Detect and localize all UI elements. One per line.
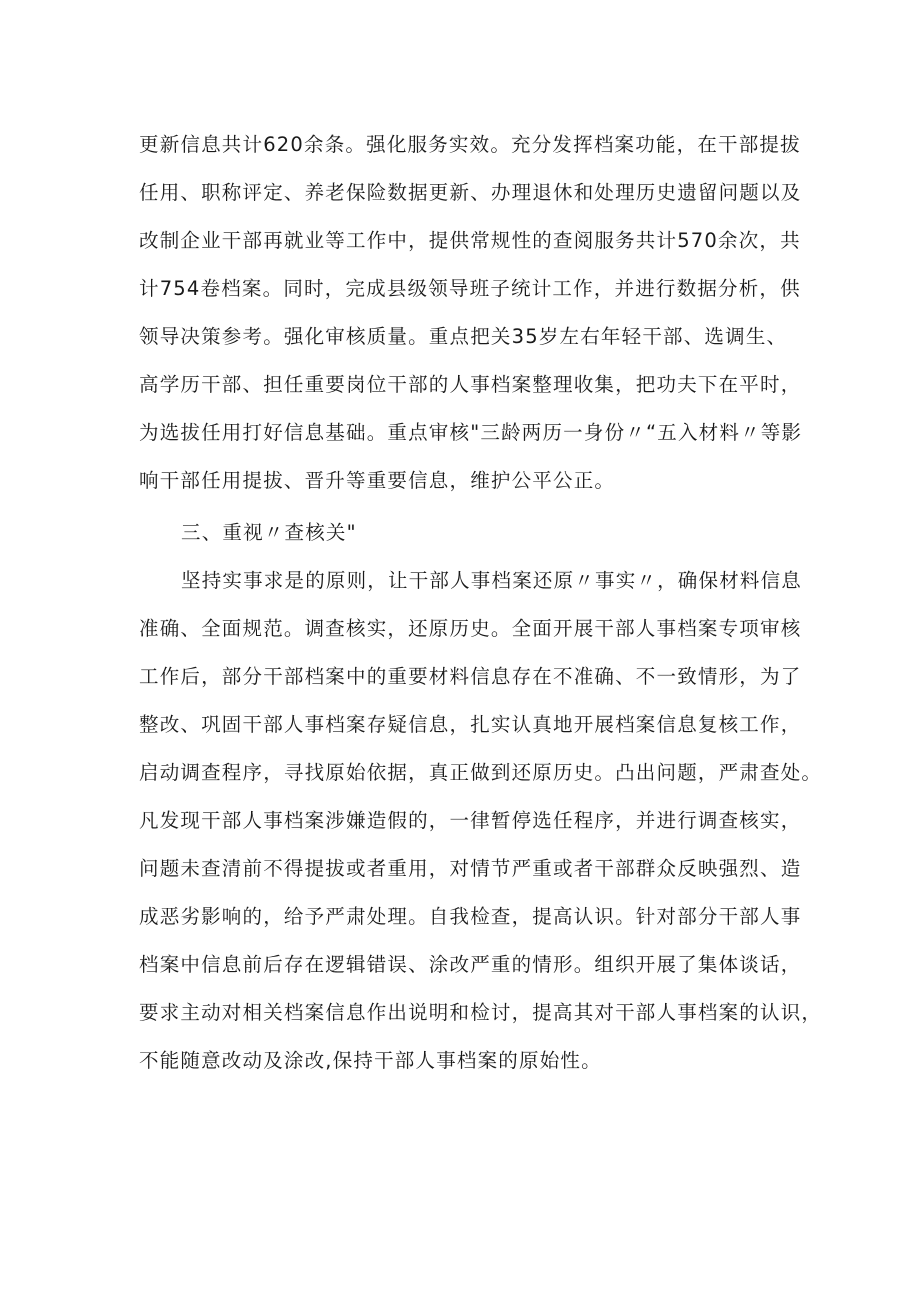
paragraph-line-3: 改制企业干部再就业等工作中，提供常规性的查阅服务共计570余次，共 — [139, 229, 801, 252]
paragraph-line-10: 准确、全面规范。调查核实，还原历史。全面开展干部人事档案专项审核 — [139, 617, 802, 640]
paragraph-line-13: 启动调查程序，寻找原始依据，真正做到还原历史。凸出问题，严肃查处。 — [139, 761, 823, 784]
paragraph-line-11: 工作后，部分干部档案中的重要材料信息存在不准确、不一致情形，为了 — [139, 665, 802, 688]
paragraph-line-17: 档案中信息前后存在逻辑错误、涂改严重的情形。组织开展了集体谈话， — [139, 953, 802, 976]
paragraph-line-6: 高学历干部、担任重要岗位干部的人事档案整理收集，把功夫下在平时， — [139, 373, 802, 396]
section-heading: 三、重视〃查核关" — [181, 521, 357, 544]
paragraph-line-2: 任用、职称评定、养老保险数据更新、办理退休和处理历史遗留问题以及 — [139, 181, 802, 204]
paragraph-line-9: 坚持实事求是的原则，让干部人事档案还原〃事实〃，确保材料信息 — [181, 569, 803, 592]
paragraph-line-15: 问题未查清前不得提拔或者重用，对情节严重或者干部群众反映强烈、造 — [139, 857, 802, 880]
paragraph-line-1: 更新信息共计620余条。强化服务实效。充分发挥档案功能，在干部提拔 — [139, 133, 801, 156]
paragraph-line-8: 响干部任用提拔、晋升等重要信息，维护公平公正。 — [139, 469, 616, 492]
paragraph-line-18: 要求主动对相关档案信息作出说明和检讨，提高其对干部人事档案的认识， — [139, 1001, 823, 1024]
paragraph-line-5: 领导决策参考。强化审核质量。重点把关35岁左右年轻干部、选调生、 — [139, 325, 788, 348]
paragraph-line-12: 整改、巩固干部人事档案存疑信息，扎实认真地开展档案信息复核工作， — [139, 713, 802, 736]
paragraph-line-14: 凡发现干部人事档案涉嫌造假的，一律暂停选任程序，并进行调查核实， — [139, 809, 802, 832]
paragraph-line-19: 不能随意改动及涂改,保持干部人事档案的原始性。 — [139, 1049, 602, 1072]
paragraph-line-7: 为选拔任用打好信息基础。重点审核"三龄两历一身份〃“五入材料〃等影 — [139, 421, 803, 444]
paragraph-line-16: 成恶劣影响的，给予严肃处理。自我检查，提高认识。针对部分干部人事 — [139, 905, 802, 928]
paragraph-line-4: 计754卷档案。同时，完成县级领导班子统计工作，并进行数据分析，供 — [139, 277, 801, 300]
